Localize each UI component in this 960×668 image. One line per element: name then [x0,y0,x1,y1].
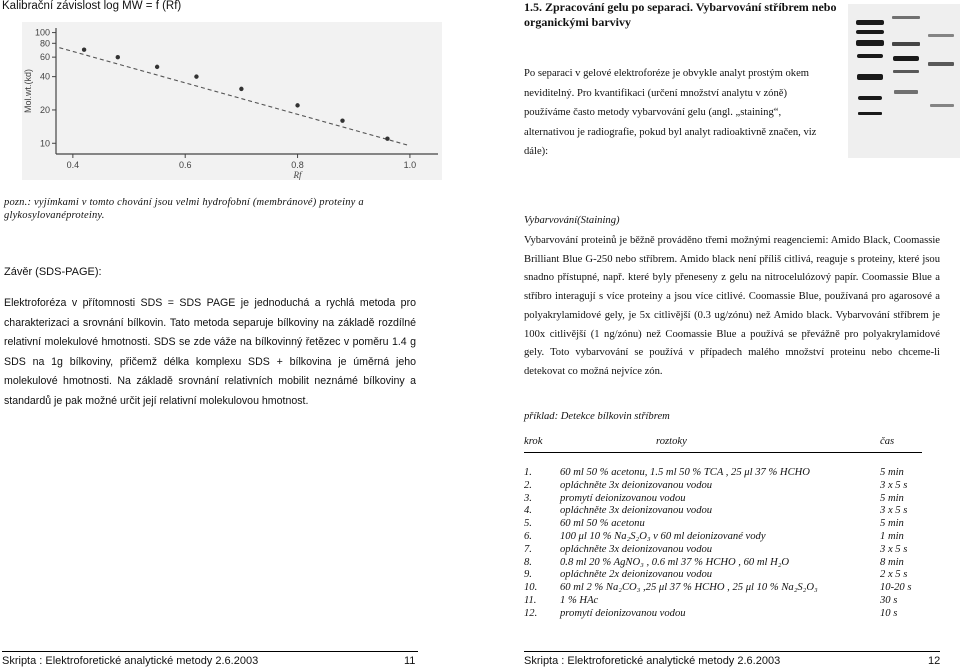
y-tick-label: 40 [39,71,50,82]
step-number: 6. [524,530,532,542]
chart-svg [22,22,442,180]
header-time: čas [880,436,895,447]
step-text: opláchněte 3x deionizovanou vodou [560,505,713,517]
step-text: 100 μl 10 % Na₂S₂O₃ v 60 ml deionizované vody [560,530,766,542]
x-tick-label: 1.0 [403,160,417,170]
step-time: 3 x 5 s [880,543,908,555]
table-row [524,518,922,531]
intro-line: dále): [524,146,549,157]
step-time: 5 min [880,467,904,478]
data-point [82,48,86,52]
intro-line: používáme často metody vybarvování gelu (angl. „staining“, [524,107,782,118]
protocol-table [524,436,922,621]
table-row [524,480,922,493]
staining-text: Vybarvování proteinů je běžně prováděno třemi možnými reagenciemi: Amido Black, Coomassie Brilliant Blue G-250 nebo stříbrem. Amido black není příliš citlivá, reaguje s proteiny, které jsou snadno přístupné, např. které byly přeneseny z gelu na nitrocelulózový papír. Coomassie Blue a stříbro interagují s více proteiny a jsou více citlivé. Coomassie Blue, používaná pro agarosové a polyakrylamidové gely, je 5x citlivější (0.3 ug/zónu) než Amido black. Vybarvování stříbrem je 100x citlivější (1 ng/zónu) než Coomassie Blue a používá se převážně pro polyakrylamidové gely. Toto vybarvování se používá v případech malého množství proteinu nebo chceme-li detekovat co možná nejvíce zón. [524,235,940,377]
footer-rule-right [524,651,940,652]
data-point [239,87,243,91]
header-step: krok [524,436,543,447]
intro-paragraph [524,64,840,162]
step-number: 11. [524,594,537,606]
step-text: 60 ml 2 % Na₂CO₃ ,25 μl 37 % HCHO , 25 μl 10 % Na₂S₂O₃ [560,582,818,594]
step-text: opláchněte 3x deionizovanou vodou [560,479,713,491]
step-time: 3 x 5 s [880,505,908,517]
conclusion-text: Elektroforéza v přítomnosti SDS = SDS PAGE je jednoduchá a rychlá metoda pro charakterizaci a srovnání bílkovin. Tato metoda separuje bílkoviny na základě rozdílné relativní molekulové hmotnosti. SDS se zde váže na bílkovinný řetězec v poměru 1.4 g SDS na 1g bílkoviny, přičemž délka komplexu SDS + bílkovina je úměrná jeho molekulové hmotnosti. Na základě srovnání relativních mobilit neznámé bílkoviny a standardů je pak možné určit její relativní molekulovou hmotnost. [4,297,416,407]
footer-rule-left [2,651,418,652]
footer-left: Skripta : Elektroforetické analytické metody 2.6.2003 [2,655,259,667]
step-time: 30 s [880,594,898,606]
step-number: 3. [524,492,532,504]
table-row [524,505,922,518]
x-tick-label: 0.4 [66,160,80,170]
step-number: 1. [524,467,532,478]
step-number: 4. [524,505,532,517]
y-tick-label: 100 [34,27,50,38]
intro-line: Po separaci v gelové elektroforéze je obvykle analyt prostým okem [524,68,810,79]
table-row [524,595,922,608]
data-point [385,136,389,140]
gel-photo [848,4,960,158]
y-tick-label: 10 [39,138,50,149]
step-text: 60 ml 50 % acetonu [560,518,645,530]
step-number: 8. [524,556,532,568]
step-time: 5 min [880,492,904,504]
chart-background [22,22,442,180]
step-time: 10 s [880,607,898,619]
step-number: 2. [524,479,532,491]
table-row [524,531,922,544]
data-point [155,65,159,69]
step-number: 7. [524,543,532,555]
step-time: 8 min [880,556,904,568]
page-number-right: 12 [928,655,941,667]
step-number: 9. [524,569,532,581]
conclusion-heading: Závěr (SDS-PAGE): [4,266,102,278]
gel-image [848,4,960,158]
step-number: 5. [524,518,532,530]
example-title: příklad: Detekce bílkovin stříbrem [524,411,670,422]
chart-caption: Kalibrační závislost log MW = f (Rf) [2,0,182,12]
table-row [524,557,922,570]
data-point [116,55,120,59]
y-axis-label: Mol.wt.(kd) [23,68,33,114]
step-time: 10-20 s [880,582,912,594]
step-time: 3 x 5 s [880,479,908,491]
table-row [524,544,922,557]
footer-right: Skripta : Elektroforetické analytické metody 2.6.2003 [524,655,781,667]
header-solutions: roztoky [656,436,687,447]
step-text: promytí deionizovanou vodou [560,607,686,619]
step-number: 12. [524,607,538,619]
step-text: opláchněte 2x deionizovanou vodou [560,569,713,581]
step-text: opláchněte 3x deionizovanou vodou [560,543,713,555]
step-number: 10. [524,582,538,594]
y-tick-label: 20 [39,104,50,115]
table-row [524,493,922,506]
step-time: 2 x 5 s [880,569,908,581]
x-tick-label: 0.8 [291,160,304,170]
step-text: promytí deionizovanou vodou [560,492,686,504]
x-tick-label: 0.6 [178,160,192,170]
step-text: 60 ml 50 % acetonu, 1.5 ml 50 % TCA , 25 μl 37 % HCHO [560,467,810,478]
intro-line: neviditelný. Pro kvantifikaci (určení množství analytu v zóně) [524,87,788,99]
table-row [524,569,922,582]
calibration-chart [22,22,442,180]
table-row [524,467,922,480]
step-text: 0.8 ml 20 % AgNO₃ , 0.6 ml 37 % HCHO , 60 ml H₂O [560,556,790,568]
intro-line: alternativou je radiografie, pokud byl analyt radioaktivně značen, viz [524,126,817,138]
section-title: 1.5. Zpracování gelu po separaci. Vybarvování stříbrem nebo organickými barvivy [524,0,837,29]
y-tick-label: 60 [39,52,50,63]
data-point [340,118,344,122]
table-header [524,436,922,453]
x-axis-label: Rf [293,170,302,180]
staining-heading: Vybarvování(Staining) [524,215,620,226]
table-row [524,608,922,621]
y-tick-label: 80 [39,38,50,49]
page-number-left: 11 [404,655,416,667]
data-point [295,103,299,107]
table-body [524,467,922,621]
step-time: 1 min [880,530,904,542]
data-point [194,74,198,78]
step-text: 1 % HAc [560,594,599,606]
step-time: 5 min [880,518,904,530]
table-row [524,582,922,595]
note-text: pozn.: vyjímkami v tomto chování jsou velmi hydrofobní (membránové) proteiny a glykosylovanéproteiny. [4,197,364,221]
